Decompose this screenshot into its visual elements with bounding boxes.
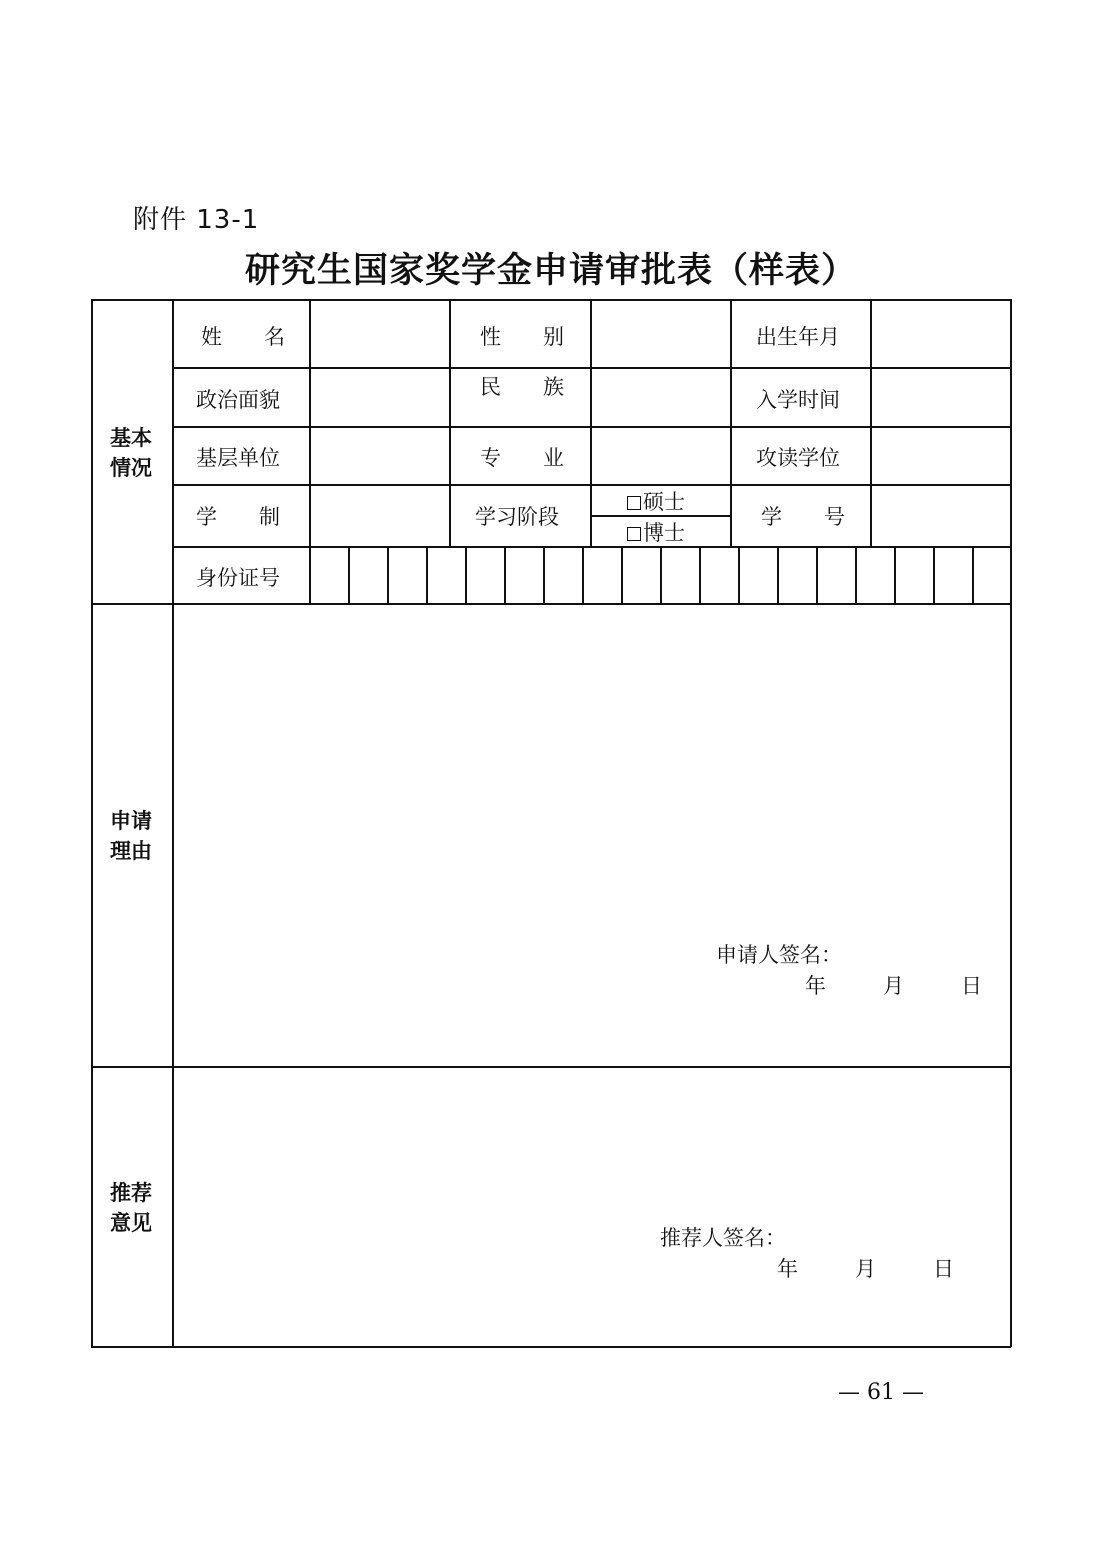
id-digit-line	[972, 546, 974, 604]
id-digit-line	[348, 546, 350, 604]
section-separator-reason	[91, 603, 1011, 605]
label-study-stage: 学习阶段	[475, 505, 559, 529]
id-digit-line	[582, 546, 584, 604]
approval-form-table	[91, 299, 1011, 1347]
table-border-bottom	[91, 1346, 1011, 1348]
column-line	[870, 299, 872, 547]
label-political-status: 政治面貌	[196, 388, 280, 412]
label-duration: 学 制	[196, 505, 280, 529]
column-line	[590, 299, 592, 547]
id-digit-line	[543, 546, 545, 604]
applicant-date-month: 月	[883, 974, 904, 998]
table-border-right	[1010, 299, 1012, 1347]
checkbox-icon[interactable]	[627, 527, 641, 541]
id-digit-line	[504, 546, 506, 604]
section-label-line: 情况	[110, 456, 152, 480]
checkbox-icon[interactable]	[627, 496, 641, 510]
column-line	[309, 299, 311, 604]
label-major: 专 业	[480, 446, 564, 470]
id-digit-line	[894, 546, 896, 604]
label-id-number: 身份证号	[196, 566, 280, 590]
id-digit-line	[855, 546, 857, 604]
label-student-id: 学 号	[761, 505, 845, 529]
table-border-left	[91, 299, 93, 1347]
id-digit-line	[738, 546, 740, 604]
section-label-recommend	[110, 1178, 152, 1238]
section-label-basic	[110, 423, 152, 483]
id-digit-line	[426, 546, 428, 604]
row-line	[172, 484, 1011, 486]
applicant-date-day: 日	[961, 974, 982, 998]
label-ethnicity: 民 族	[480, 375, 564, 399]
section-label-line: 推荐	[110, 1181, 152, 1205]
section-label-reason	[110, 806, 152, 866]
section-divider	[172, 299, 174, 1347]
table-border-top	[91, 299, 1011, 301]
id-digit-line	[621, 546, 623, 604]
row-line	[172, 426, 1011, 428]
label-enroll-time: 入学时间	[756, 388, 840, 412]
label-name: 姓 名	[201, 325, 285, 349]
id-digit-line	[777, 546, 779, 604]
label-gender: 性 别	[480, 325, 564, 349]
column-line	[449, 299, 451, 547]
id-digit-line	[660, 546, 662, 604]
label-birth-date: 出生年月	[756, 325, 840, 349]
id-digit-line	[699, 546, 701, 604]
applicant-date-year: 年	[805, 974, 826, 998]
row-line	[172, 367, 1011, 369]
section-label-line: 意见	[110, 1211, 152, 1235]
id-digit-line	[465, 546, 467, 604]
form-title: 研究生国家奖学金申请审批表（样表）	[244, 250, 857, 291]
attachment-label: 附件 13-1	[133, 205, 260, 235]
recommender-date-month: 月	[855, 1257, 876, 1281]
section-label-line: 申请	[110, 809, 152, 833]
label-degree: 攻读学位	[756, 446, 840, 470]
recommender-signature-label: 推荐人签名：	[660, 1226, 786, 1250]
recommender-date-year: 年	[777, 1257, 798, 1281]
id-digit-line	[387, 546, 389, 604]
stage-option-label: 硕士	[643, 490, 685, 514]
id-digit-line	[816, 546, 818, 604]
section-label-line: 基本	[110, 426, 152, 450]
row-line	[172, 546, 1011, 548]
section-separator-recommend	[91, 1066, 1011, 1068]
recommender-date-day: 日	[933, 1257, 954, 1281]
label-unit: 基层单位	[196, 446, 280, 470]
section-label-line: 理由	[110, 839, 152, 863]
page-number: — 61 —	[838, 1380, 924, 1405]
applicant-signature-label: 申请人签名：	[716, 943, 842, 967]
id-digit-line	[933, 546, 935, 604]
stage-option-doctor[interactable]	[627, 517, 685, 547]
stage-option-label: 博士	[643, 521, 685, 545]
column-line	[730, 299, 732, 547]
stage-option-master[interactable]	[627, 486, 685, 516]
